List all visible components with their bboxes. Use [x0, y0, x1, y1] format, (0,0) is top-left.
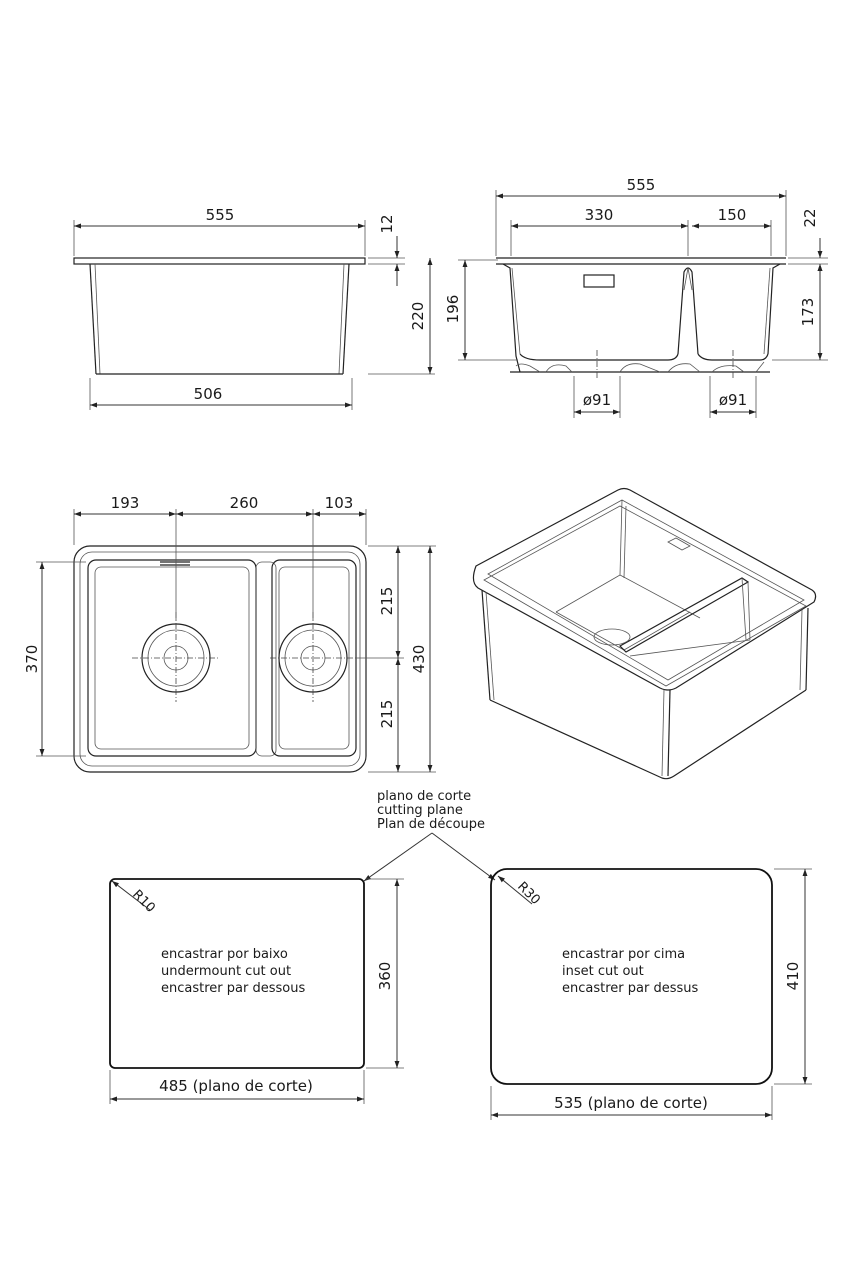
side-dim-12 [368, 214, 405, 286]
plan-dim-370-label: 370 [23, 644, 41, 674]
plan-dim-215-upper-label: 215 [378, 586, 396, 616]
section-dim-drain-right-label: ø91 [718, 391, 748, 409]
inset-radius-label: R30 [514, 879, 543, 908]
cutting-plane-pt: plano de corte [377, 789, 472, 804]
side-dim-506 [90, 378, 352, 410]
section-dim-196-label: 196 [444, 294, 462, 324]
inset-height-label: 410 [784, 961, 802, 991]
side-view-body [74, 258, 365, 374]
inset-text-fr: encastrer par dessus [562, 981, 699, 996]
side-dim-555-label: 555 [205, 206, 235, 224]
section-view [444, 176, 828, 418]
plan-dim-103 [313, 494, 366, 514]
drain-right-icon [270, 612, 356, 702]
plan-dim-193 [74, 494, 176, 514]
inset-width-label: 535 (plano de corte) [554, 1094, 708, 1112]
undermount-text-fr: encastrer par dessous [161, 981, 306, 996]
section-dim-drain-left-label: ø91 [582, 391, 612, 409]
drain-left-icon [132, 612, 220, 702]
plan-dim-103-label: 103 [324, 494, 354, 512]
plan-dim-215-lower-label: 215 [378, 699, 396, 729]
section-dim-330-label: 330 [584, 206, 614, 224]
inset-text-en: inset cut out [562, 964, 644, 979]
section-dim-196 [444, 260, 518, 360]
section-dim-555-label: 555 [626, 176, 656, 194]
side-view [74, 206, 435, 410]
plan-dim-193-label: 193 [110, 494, 140, 512]
plan-dim-260-label: 260 [229, 494, 259, 512]
section-dim-330 [511, 206, 688, 256]
undermount-width-label: 485 (plano de corte) [159, 1077, 313, 1095]
plan-dim-370 [23, 562, 86, 756]
section-dim-173 [772, 264, 828, 360]
plan-dim-260 [176, 494, 313, 514]
undermount-text-en: undermount cut out [161, 964, 292, 979]
side-dim-555 [74, 206, 365, 256]
section-dim-22 [788, 208, 828, 284]
section-dim-22-label: 22 [801, 208, 819, 228]
undermount-text-pt: encastrar por baixo [161, 947, 288, 962]
section-dim-150-label: 150 [717, 206, 747, 224]
plan-dim-430-label: 430 [410, 644, 428, 674]
side-dim-506-label: 506 [193, 385, 223, 403]
plan-dim-right [356, 546, 436, 772]
section-dim-173-label: 173 [799, 297, 817, 327]
plan-view [23, 494, 436, 772]
inset-cutout [491, 869, 812, 1120]
section-dim-drain-left [574, 376, 620, 418]
side-dim-220 [368, 258, 435, 374]
section-view-body [496, 258, 786, 380]
side-dim-12-label: 12 [378, 214, 396, 234]
isometric-view [473, 489, 815, 779]
section-dim-drain-right [710, 376, 756, 418]
plan-view-body [74, 546, 366, 772]
undermount-height-label: 360 [376, 961, 394, 991]
undermount-radius-label: R10 [129, 887, 158, 916]
undermount-cutout [110, 879, 404, 1104]
inset-text-pt: encastrar por cima [562, 947, 686, 962]
section-dim-150 [692, 206, 771, 256]
side-dim-220-label: 220 [409, 301, 427, 331]
cutting-plane-callout [364, 789, 495, 881]
cutting-plane-en: cutting plane [377, 803, 463, 818]
cutting-plane-fr: Plan de découpe [377, 817, 486, 832]
